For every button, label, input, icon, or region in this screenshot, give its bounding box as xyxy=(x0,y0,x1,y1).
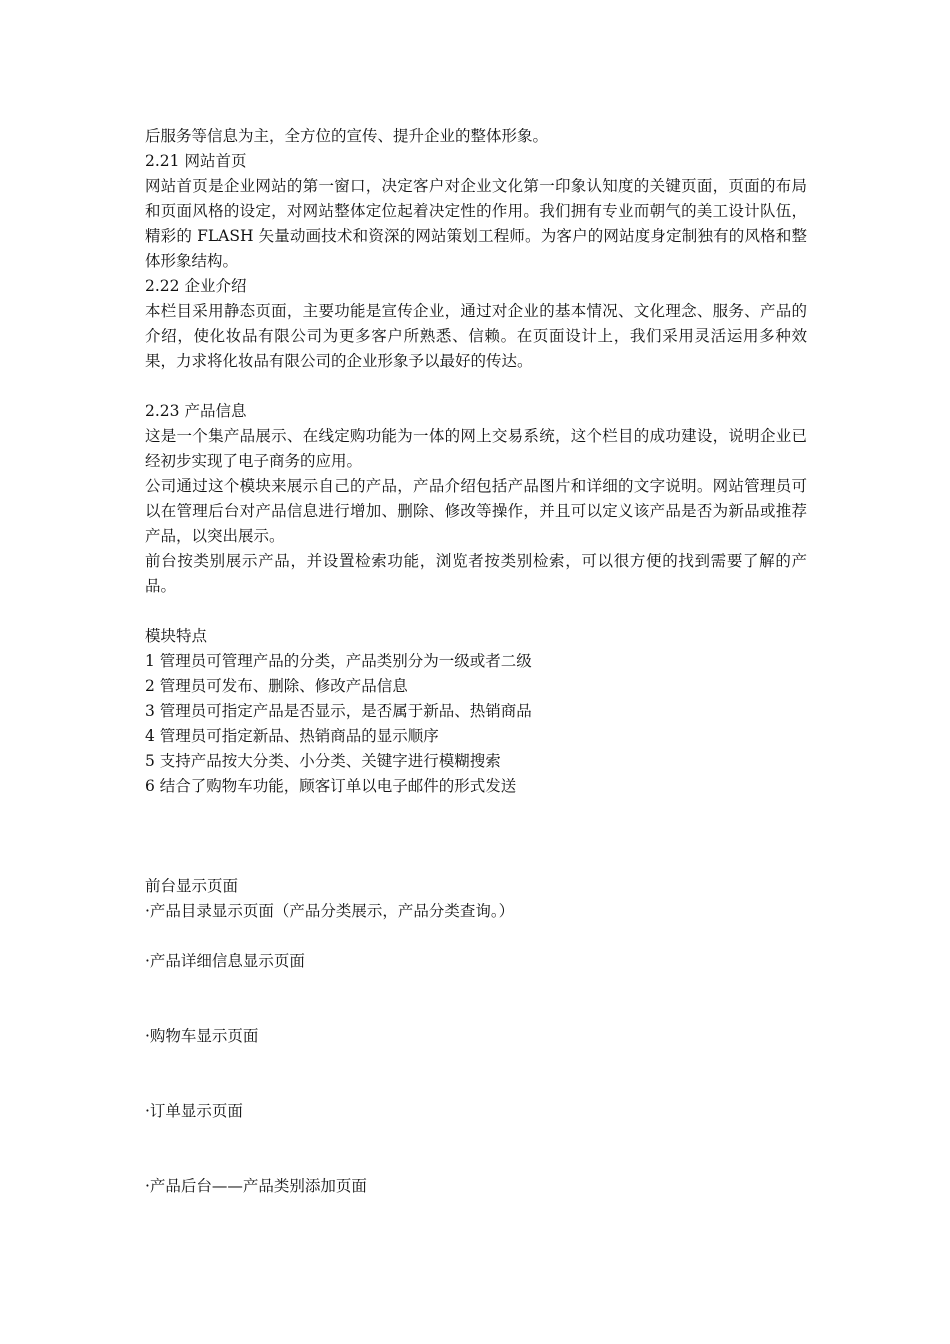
document-body xyxy=(145,124,807,1199)
list-item: 4 管理员可指定新品、热销商品的显示顺序 xyxy=(145,727,439,745)
list-item: 3 管理员可指定产品是否显示，是否属于新品、热销商品 xyxy=(145,702,532,720)
paragraph-text: 网站首页是企业网站的第一窗口，决定客户对企业文化第一印象认知度的关键页面，页面的布局和页面风格的设定，对网站整体定位起着决定性的作用。我们拥有专业而朝气的美工设计队伍，精彩的 FLASH 矢量动画技术和资深的网站策划工程师。为客户的网站度身定制独有的风格和整体形象结构。 xyxy=(145,177,807,270)
paragraph-text: 前台按类别展示产品，并设置检索功能，浏览者按类别检索，可以很方便的找到需要了解的产品。 xyxy=(145,552,807,595)
blank-line xyxy=(145,599,807,624)
section-heading: 2.22 企业介绍 xyxy=(145,277,247,295)
section-heading: 2.23 产品信息 xyxy=(145,402,247,420)
blank-line xyxy=(145,924,807,949)
page-list-item: ·产品详细信息显示页面 xyxy=(145,952,305,970)
list-item: 1 管理员可管理产品的分类，产品类别分为一级或者二级 xyxy=(145,652,532,670)
page-list-item: ·购物车显示页面 xyxy=(145,1027,259,1045)
paragraph-text: 后服务等信息为主，全方位的宣传、提升企业的整体形象。 xyxy=(145,127,549,145)
subheading: 前台显示页面 xyxy=(145,877,239,895)
blank-line xyxy=(145,374,807,399)
blank-space xyxy=(145,799,807,874)
page-list-item: ·产品后台——产品类别添加页面 xyxy=(145,1177,367,1195)
paragraph-text: 公司通过这个模块来展示自己的产品，产品介绍包括产品图片和详细的文字说明。网站管理员可以在管理后台对产品信息进行增加、删除、修改等操作，并且可以定义该产品是否为新品或推荐产品，以突出展示。 xyxy=(145,477,807,545)
blank-space xyxy=(145,1049,807,1099)
blank-space xyxy=(145,1124,807,1174)
paragraph-text: 本栏目采用静态页面，主要功能是宣传企业，通过对企业的基本情况、文化理念、服务、产品的介绍，使化妆品有限公司为更多客户所熟悉、信赖。在页面设计上，我们采用灵活运用多种效果，力求将化妆品有限公司的企业形象予以最好的传达。 xyxy=(145,302,807,370)
list-item: 6 结合了购物车功能，顾客订单以电子邮件的形式发送 xyxy=(145,777,517,795)
page-list-item: ·订单显示页面 xyxy=(145,1102,243,1120)
blank-space xyxy=(145,974,807,1024)
list-item: 2 管理员可发布、删除、修改产品信息 xyxy=(145,677,408,695)
list-item: 5 支持产品按大分类、小分类、关键字进行模糊搜索 xyxy=(145,752,501,770)
subheading: 模块特点 xyxy=(145,627,208,645)
page-list-item: ·产品目录显示页面（产品分类展示，产品分类查询。） xyxy=(145,902,515,920)
paragraph-text: 这是一个集产品展示、在线定购功能为一体的网上交易系统，这个栏目的成功建设，说明企业已经初步实现了电子商务的应用。 xyxy=(145,427,807,470)
section-heading: 2.21 网站首页 xyxy=(145,152,247,170)
